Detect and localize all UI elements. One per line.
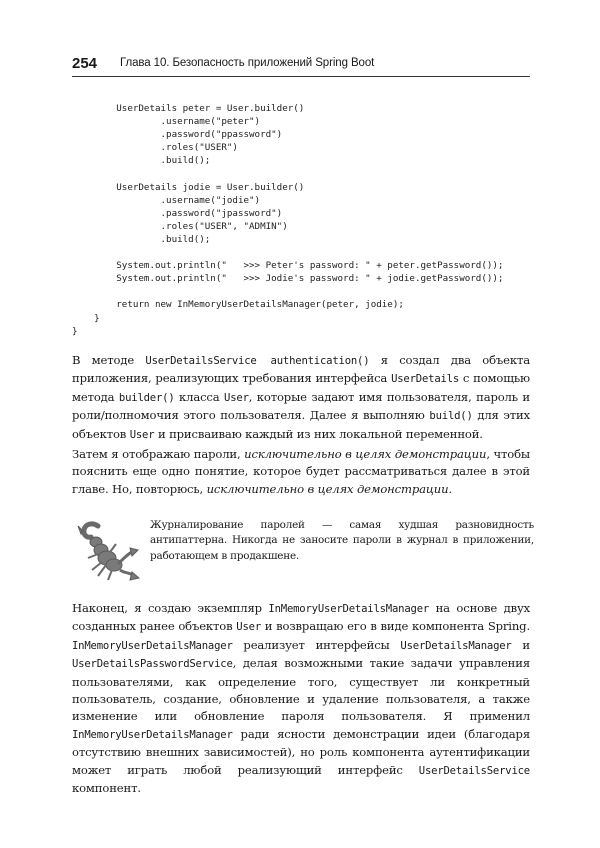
paragraph-password-display: Затем я отображаю пароли, исключительно в целях демонстрации, чтобы пояснить еще одно понятие, которое будет рассматриваться далее в этой главе. Но, повторюсь, исключительно в целях демонстрации. [72, 447, 530, 496]
code-line: return new InMemoryUserDetailsManager(peter, jodie); [72, 299, 404, 311]
code-line: UserDetails jodie = User.builder() [72, 181, 305, 193]
code-line: .build(); [72, 155, 211, 167]
code-line: } [72, 325, 78, 337]
page-number: 254 [72, 55, 98, 72]
warning-note [72, 518, 534, 588]
code-line: .build(); [72, 233, 211, 245]
warning-text: Журналирование паролей — самая худшая разновидность антипаттерна. Никогда не заносите пароли в журнал в приложении, работающем в продакшене. [150, 519, 534, 562]
code-line [72, 246, 552, 259]
code-line: .username("jodie") [72, 194, 261, 206]
running-header [72, 55, 542, 77]
paragraph-builder-explanation: В методе UserDetailsService authentication() я создал два объекта приложения, реализующих требования интерфейса UserDetails с помощью метода builder() класса User, которые задают имя пользователя, пароль и роли/полномочия этого пользователя. Далее я выполняю build() для этих объектов User и присваиваю каждый из них локальной переменной. [72, 353, 531, 441]
paragraph-in-memory-manager: Наконец, я создаю экземпляр InMemoryUserDetailsManager на основе двух созданных ранее объектов User и возвращаю его в виде компонента Spring. InMemoryUserDetailsManager реализует интерфейсы UserDetailsManager и UserDetailsPasswordService, делая возможными такие задачи управления пользователями, как определение того, существует ли конкретный пользователь, создание, обновление и удаление пользователя, а также изменение или обновление пароля пользователя. Я применил InMemoryUserDetailsManager ради ясности демонстрации идеи (благодаря отсутствию внешних зависимостей), но роль компонента аутентификации может играть любой реализующий интерфейс UserDetailsService компонент. [72, 601, 531, 796]
code-line: UserDetails peter = User.builder() [72, 103, 305, 114]
code-line: System.out.println(" >>> Peter's password: " + peter.getPassword()); [72, 260, 504, 272]
code-line [72, 167, 552, 180]
scorpion-warning-icon [72, 520, 140, 584]
code-line: System.out.println(" >>> Jodie's password: " + jodie.getPassword()); [72, 273, 504, 285]
chapter-title: Глава 10. Безопасность приложений Spring Boot [120, 57, 375, 69]
code-line: .password("ppassword") [72, 129, 283, 141]
code-listing [72, 102, 552, 338]
code-line [72, 285, 552, 298]
code-line: .roles("USER") [72, 142, 238, 154]
header-rule [72, 76, 530, 77]
code-line: .roles("USER", "ADMIN") [72, 220, 288, 232]
code-line: } [72, 312, 100, 324]
code-line: .username("peter") [72, 116, 261, 128]
code-line: .password("jpassword") [72, 207, 283, 219]
